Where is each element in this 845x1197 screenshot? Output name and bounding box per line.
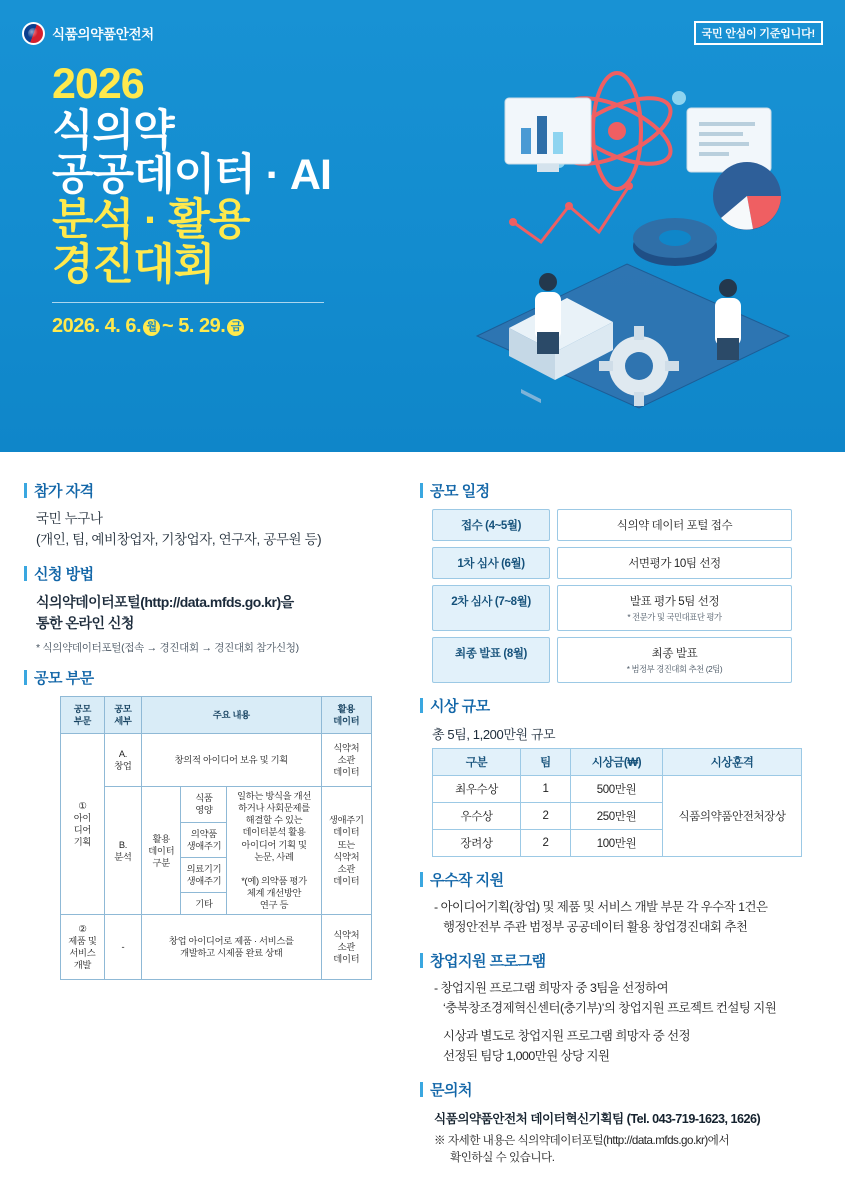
right-column [420,468,820,1167]
th-data [321,696,371,733]
prize-grade: 우수상 [433,803,521,830]
th-part-l2: 부문 [73,715,92,726]
table-header-row [61,696,372,733]
excellent-line2-wrap [420,918,820,938]
hero-illustration [417,36,837,436]
section-excellent-title [420,869,820,890]
schedule-detail-text: 발표 평가 5팀 선정 [629,596,720,608]
part-2-data-l3: 데이터 [333,954,360,965]
cell-part-1 [61,734,105,915]
section-bar-icon [420,698,423,713]
startup-line2: ‘충북창조경제혁신센터(충기부)’의 창업지원 프로젝트 컨설팅 지원 [443,1000,777,1015]
schedule-title-text: 공모 일정 [430,483,490,500]
section-bar-icon [420,953,423,968]
hero-date-end: ~ 5. 29. [162,314,226,337]
schedule-detail-note: * 범정부 경진대회 추천 (2팀) [626,664,723,674]
hero-title-block [52,62,331,338]
part-2-content-l2: 개발하고 시제품 완료 상태 [180,948,283,959]
startup-line4: 선정된 팀당 1,000만원 상당 지원 [443,1049,610,1064]
b-group-l2: 데이터 [148,845,175,856]
category-table-body [61,734,372,980]
hero-divider [52,302,324,303]
contact-note [420,1132,820,1167]
startup-line2-wrap [420,999,820,1019]
hero-line3: 공공데이터 · AI [52,151,331,200]
part-2-data-l2: 소관 [337,942,355,953]
hero-banner [0,0,845,452]
prize-table-body [433,776,802,857]
cell-b-data [321,787,371,915]
schedule-row [432,637,792,683]
th-content: 주요 내용 [142,696,322,733]
th-detail [104,696,141,733]
detail-b-l2: 분석 [114,851,132,862]
cell-b-item-4: 기타 [181,893,227,915]
b-item3-l2: 생애주기 [186,876,222,887]
b-item1-l2: 영양 [195,805,213,816]
prize-teams: 2 [521,803,571,830]
excellent-line2: 행정안전부 주관 범정부 공공데이터 활용 창업경진대회 추천 [443,919,748,934]
cell-content-a: 창의적 아이디어 보유 및 기획 [142,734,322,787]
schedule-phase: 2차 심사 (7~8월) [432,585,550,631]
b-group-l3: 구분 [152,857,170,868]
schedule-detail [557,509,792,541]
cell-detail-b [104,787,141,915]
section-bar-icon [24,566,27,581]
hero-date [52,315,331,338]
th-data-l2: 데이터 [333,715,360,726]
hero-line4: 분석 · 활용 [52,196,250,245]
part-2-content-l1: 창업 아이디어로 제품 · 서비스를 [168,936,294,947]
prize-grade: 장려상 [433,830,521,857]
data-a-l2: 소관 [337,755,355,766]
b-content-l6: 논문, 사례 [254,851,294,862]
schedule-row [432,585,792,631]
hero-line2: 식의약 [52,106,174,155]
schedule-phase: 접수 (4~5월) [432,509,550,541]
b-item2-l2: 생애주기 [186,840,222,851]
agency-name: 식품의약품안전처 [52,27,154,42]
b-content-l8: 체계 개선방안 [246,887,302,898]
excellent-title-text: 우수작 지원 [430,872,504,889]
b-data-l5: 소관 [337,863,355,874]
cell-b-item-1 [181,787,227,822]
b-content-l7: *(예) 의약품 평가 [241,875,307,886]
section-bar-icon [24,670,27,685]
b-data-l4: 식약처 [333,851,360,862]
spacer [420,1018,820,1027]
apply-title-text: 신청 방법 [34,565,94,583]
b-data-l6: 데이터 [333,875,360,886]
b-data-l1: 생애주기 [328,815,364,826]
category-table-head [61,696,372,733]
prize-table [432,748,802,857]
th-teams: 팀 [521,749,571,776]
cell-part-2-content [142,915,322,980]
schedule-detail [557,547,792,579]
section-startup-title [420,950,820,971]
part-2-l1: 제품 및 [68,936,97,947]
prize-amount: 100만원 [571,830,663,857]
schedule-detail-text: 식의약 데이터 포털 접수 [616,520,733,532]
th-data-l1: 활용 [337,703,355,714]
detail-a-l1: A. [118,749,127,760]
b-content-l5: 아이디어 기획 및 [241,839,307,850]
prize-teams: 2 [521,830,571,857]
detail-b-l1: B. [118,839,127,850]
section-category-title [24,667,402,688]
part-1-l2: 디어 [73,825,92,835]
b-group-l1: 활용 [152,833,170,844]
startup-line3-wrap [420,1027,820,1047]
part-2-data-l1: 식약처 [333,930,360,941]
taegeuk-circle-icon [22,22,45,45]
schedule-phase: 1차 심사 (6월) [432,547,550,579]
category-table [60,696,372,980]
content-area [0,452,845,1177]
th-part-l1: 공모 [73,703,92,714]
startup-line1: - 창업지원 프로그램 희망자 중 3팀을 선정하여 [434,980,669,995]
hero-line5: 경진대회 [52,240,215,289]
section-schedule-title [420,480,820,501]
section-bar-icon [420,872,423,887]
prize-teams: 1 [521,776,571,803]
startup-line3: 시상과 별도로 창업지원 프로그램 희망자 중 선정 [443,1029,691,1044]
data-a-l3: 데이터 [333,767,360,778]
part-1-l1: 아이 [73,812,92,823]
part-2-no: ② [78,924,87,935]
b-item3-l1: 의료기기 [186,864,222,875]
hero-date-day2: 금 [227,319,244,336]
cell-b-content [227,787,321,915]
b-content-l3: 해결할 수 있는 [245,815,303,826]
part-2-l3: 개발 [73,960,92,971]
b-content-l2: 하거나 사회문제를 [238,803,310,814]
cell-b-item-3 [181,857,227,892]
apply-line2: 통한 온라인 신청 [36,614,134,631]
prize-amount: 500만원 [571,776,663,803]
b-data-l2: 데이터 [333,827,360,838]
agency-brand [22,22,154,45]
section-bar-icon [24,483,27,498]
schedule-row [432,509,792,541]
th-detail-l1: 공모 [114,703,132,714]
table-row [433,776,802,803]
part-2-l2: 서비스 [69,948,96,959]
eligibility-line2: (개인, 팀, 예비창업자, 기창업자, 연구자, 공무원 등) [36,531,322,547]
detail-a-l2: 창업 [114,761,132,772]
th-part [61,696,105,733]
cell-part-2-label [61,915,105,980]
b-content-l9: 연구 등 [259,899,289,910]
hero-year: 2026 [52,60,144,108]
prize-total: 총 5팀, 1,200만원 규모 [432,727,556,742]
part-1-l3: 기획 [73,837,92,848]
b-data-l3: 또는 [337,839,355,850]
cell-part-2-data [321,915,371,980]
prize-table-head [433,749,802,776]
left-column [24,468,402,1167]
contact-line1: 식품의약품안전처 데이터혁신기획팀 (Tel. 043-719-1623, 1626) [434,1112,761,1127]
th-amount: 시상금(₩) [571,749,663,776]
b-item1-l1: 식품 [195,793,213,804]
excellent-line1: - 아이디어기획(창업) 및 제품 및 서비스 개발 부문 각 우수작 1건은 [434,900,768,914]
prize-amount: 250만원 [571,803,663,830]
startup-line4-wrap [420,1047,820,1067]
table-header-row [433,749,802,776]
schedule-list [432,509,792,683]
b-content-l4: 데이터분석 활용 [242,827,306,838]
schedule-detail [557,585,792,631]
table-row [61,787,372,822]
cell-part-2-detail: - [104,915,141,980]
cell-b-item-2 [181,822,227,857]
section-bar-icon [420,483,423,498]
contact-line3: 확인하실 수 있습니다. [450,1151,555,1165]
part-1-no: ① [78,800,87,811]
th-honor: 시상훈격 [663,749,802,776]
th-grade: 구분 [433,749,521,776]
b-content-l1: 일하는 방식을 개선 [237,791,312,802]
prize-honor: 식품의약품안전처장상 [663,776,802,857]
cell-data-a [321,734,371,787]
prize-title-text: 시상 규모 [430,698,490,715]
section-contact-title [420,1079,820,1100]
schedule-phase: 최종 발표 (8월) [432,637,550,683]
hero-date-day1: 월 [143,319,160,336]
section-bar-icon [420,1082,423,1097]
eligibility-title-text: 참가 자격 [34,483,94,500]
schedule-detail-text: 서면평가 10팀 선정 [628,558,721,570]
contact-line2: ※ 자세한 내용은 식의약데이터포털(http://data.mfds.go.kr)에서 [434,1134,730,1148]
schedule-detail [557,637,792,683]
cell-b-group [142,787,181,915]
section-prize-title [420,695,820,716]
section-eligibility-title [24,480,402,501]
schedule-detail-text: 최종 발표 [651,648,698,660]
schedule-row [432,547,792,579]
table-row [61,734,372,787]
category-title-text: 공모 부문 [34,669,94,687]
agency-slogan: 국민 안심이 기준입니다! [694,21,823,45]
hero-date-start: 2026. 4. 6. [52,314,142,337]
startup-title-text: 창업지원 프로그램 [430,952,546,970]
schedule-detail-note: * 전문가 및 국민대표단 평가 [627,612,722,622]
contact-title-text: 문의처 [430,1082,472,1100]
cell-detail-a [104,734,141,787]
section-apply-title [24,563,402,584]
th-detail-l2: 세부 [114,715,132,726]
b-item2-l1: 의약품 [190,828,217,839]
table-row [61,915,372,980]
prize-grade: 최우수상 [433,776,521,803]
apply-note: * 식의약데이터포털(접속 → 경진대회 → 경진대회 참가신청) [36,641,299,654]
eligibility-line1: 국민 누구나 [36,511,103,526]
data-a-l1: 식약처 [333,743,360,753]
apply-line1: 식의약데이터포털(http://data.mfds.go.kr)을 [36,593,294,610]
